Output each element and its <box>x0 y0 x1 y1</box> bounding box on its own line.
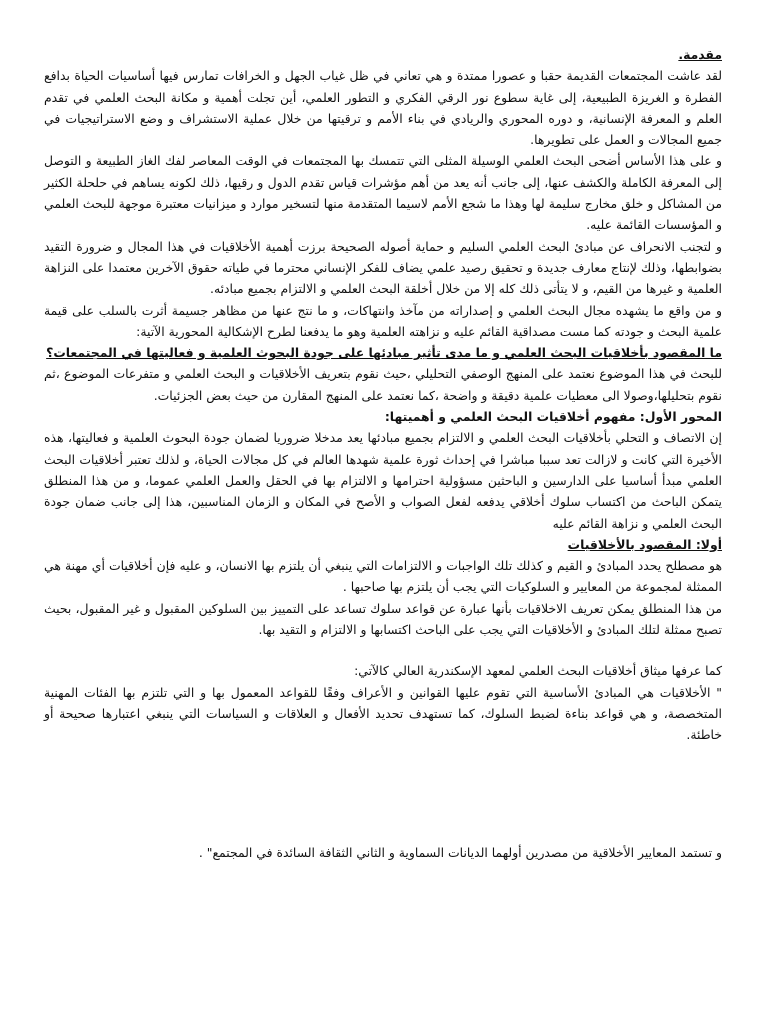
first-subheading: أولا: المقصود بالأخلاقيات <box>567 536 722 552</box>
paragraph-1: لقد عاشت المجتمعات القديمة حقبا و عصورا ممتدة و هي تعاني في ظل غياب الجهل و الخرافات تمارس فيها أساسيات الحياة بدافع الفطرة و الغريزة الطبيعية، إلى غاية سطوع نور الرقي الفكري و التطور العلمي، أين تجلت أهمية و مكانة البحث العلمي في تقدم العلم و المعرفة الإنسانية، و دوره المحوري والريادي في بناء الأمم و ترقيتها من خلال عملية الاستشراف و وضع الاستراتيجيات في جميع المجالات و العمل على تطويرها. <box>44 68 722 148</box>
paragraph-7: هو مصطلح يحدد المبادئ و القيم و كذلك تلك الواجبات و الالتزامات التي ينبغي أن يلتزم بها الانسان، و عليه فإن أخلاقيات أي مهنة هي الممثلة لمجموعة من المعايير و السلوكيات التي يجب أن يلتزم بها صاحبها . <box>44 558 722 595</box>
paragraph-4: و من واقع ما يشهده مجال البحث العلمي و إصداراته من مآخذ وانتهاكات، و ما نتج عنها من مظاهر جسيمة أثرت بالسلب على قيمة علمية البحث و جودته كما مست مصداقية القائم عليه و نزاهته العلمية وهو ما يدفعنا لطرح الإشكالية المحورية الآتية: <box>44 302 722 339</box>
spacer <box>44 746 722 842</box>
paragraph-8: من هذا المنطلق يمكن تعريف الاخلاقيات بأنها عبارة عن قواعد سلوك تساعد على التمييز بين السلوكين المقبول و غير المقبول، بحيث تصبح ممثلة لتلك المبادئ و الأخلاقيات التي يجب على الباحث اكتسابها و الالتزام و التقيد بها. <box>44 600 722 638</box>
quote-paragraph: " الأخلاقيات هي المبادئ الأساسية التي تقوم عليها القوانين و الأعراف وفقًا للقواعد المعمول بها و التي تلتزم بها الفئات المهنية المتخصصة، و هي قواعد بناءة لضبط السلوك، كما تستهدف تحديد الأفعال و العلاقات و السياسات التي ينبغي اعتبارها صحيحة أو خاطئة. <box>44 684 722 743</box>
paragraph-2: و على هذا الأساس أضحى البحث العلمي الوسيلة المثلى التي تتمسك بها المجتمعات في الوقت المعاصر لفك الغاز الطبيعة و التوصل إلى المعرفة الكاملة والكشف عنها، إلى جانب أنه يعد من أهم مؤشرات قياس تقدم الدول و رقيها، ذلك لكونه يساهم في حلحلة الكثير من المشاكل و خلق مخارج سليمة لها وهذا ما شجع الأمم لاسيما المتقدمة منها لتسخير موارد و ميزانيات معتبرة موجهة للبحث العلمي و المؤسسات القائمة عليه. <box>44 153 722 233</box>
axis-one-heading: المحور الأول: مفهوم أخلاقيات البحث العلمي و أهميتها: <box>384 409 722 425</box>
paragraph-6: إن الاتصاف و التحلي بأخلاقيات البحث العلمي و الالتزام بجميع مبادئها يعد مدخلا ضروريا لضمان جودة البحوث العلمية و فعاليتها، هذه الأخيرة التي كانت و لازالت تعد سببا مباشرا في إحداث ثورة علمية شهدها العالم في كل مجالات الحياة، و لذلك تعتبر أخلاقيات البحث العلمي مبدأ أساسيا على الدارسين و الباحثين مسؤولية احترامها و الالتزام بها في الحقل والعمل العلمي عموما، و من هذا المنطلق يتمكن الباحث من اكتساب سلوك أخلاقي يدفعه لفعل الصواب و الأصح في المكان و الزمان المناسبين، هذا إلى جانب ضمان جودة البحث العلمي و نزاهة القائم عليه <box>44 430 722 531</box>
closing-paragraph: و تستمد المعايير الأخلاقية من مصدرين أولهما الديانات السماوية و الثاني الثقافة السائدة في المجتمع" . <box>198 844 722 860</box>
paragraph-3: و لتجنب الانحراف عن مبادئ البحث العلمي السليم و حماية أصوله الصحيحة برزت أهمية الأخلاقيات في هذا المجال و ضرورة التقيد بضوابطها، وذلك لإنتاج معارف جديدة و تحقيق رصيد علمي يضاف للفكر الإنساني محترما في طياته حقوق الآخرين معتمدا على النزاهة العلمية و غيرها من القيم، و لا يتأتى ذلك كله إلا من خلال أخلقة البحث العلمي و الالتزام بجميع مبادئه. <box>44 238 722 297</box>
intro-heading: مقدمة. <box>678 47 722 62</box>
paragraph-5: للبحث في هذا الموضوع نعتمد على المنهج الوصفي التحليلي ،حيث نقوم بتعريف الأخلاقيات و البحث العلمي و متفرعات الموضوع ،ثم نقوم بتحليلها،وصولا الى معطيات علمية دقيقة و واضحة ،كما نعتمد على المنهج المقارن من حيث بعض الجزئيات. <box>44 366 722 403</box>
paragraph-9: كما عرفها ميثاق أخلاقيات البحث العلمي لمعهد الإسكندرية العالي كالآتي: <box>354 663 722 679</box>
spacer <box>44 640 722 660</box>
research-question: ما المقصود بأخلاقيات البحث العلمي و ما مدى تأثير مبادئها على جودة البحوث العلمية و فعاليتها في المجتمعات؟ <box>46 345 722 361</box>
